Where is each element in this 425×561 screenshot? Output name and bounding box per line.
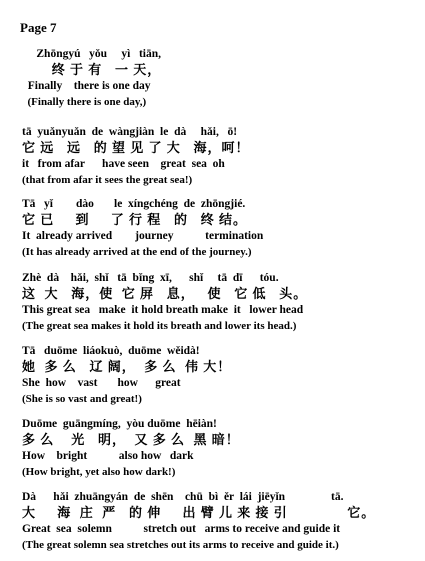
gloss-line: It already arrived journey termination: [22, 230, 264, 242]
translation-line: (She is so vast and great!): [22, 393, 142, 405]
hanzi-line: 大 海 庄 严 的 伸 出 臂 儿 来 接 引 它。: [22, 505, 376, 520]
stanza-5: [22, 343, 417, 407]
stanza-6: [22, 416, 417, 480]
translation-line: (that from afar it sees the great sea!): [22, 174, 193, 186]
hanzi-line: 她 多 么 辽 阔， 多 么 伟 大！: [22, 359, 232, 374]
gloss-line: Great sea solemn stretch out arms to receive and guide it: [22, 523, 341, 535]
pinyin-line: Zhè dà hǎi, shǐ tā bǐng xī, shǐ tā dī tóu.: [22, 272, 279, 284]
gloss-line: She how vast how great: [22, 377, 181, 389]
translation-line: (How bright, yet also how dark!): [22, 466, 176, 478]
pinyin-line: Tā yǐ dào le xíngchéng de zhōngjié.: [22, 198, 246, 210]
stanza-2: [22, 124, 417, 188]
pinyin-line: tā yuǎnyuǎn de wàngjiàn le dà hǎi, ō!: [22, 126, 238, 138]
gloss-line: Finally there is one day: [22, 80, 151, 92]
gloss-line: it from afar have seen great sea oh: [22, 158, 225, 170]
hanzi-line: 终 于 有 一 天，: [22, 62, 162, 77]
pinyin-line: Duōme guāngmíng, yòu duōme hēiàn!: [22, 418, 217, 430]
translation-line: (Finally there is one day,): [22, 96, 147, 108]
hanzi-line: 它 远 远 的 望 见 了 大 海，呵！: [22, 140, 250, 155]
page-title: Page 7: [20, 20, 57, 35]
pinyin-line: Zhōngyú yǒu yì tiān,: [22, 48, 161, 60]
gloss-line: This great sea make it hold breath make it lower head: [22, 304, 304, 316]
stanza-1: [22, 46, 417, 110]
translation-line: (The great sea makes it hold its breath and lower its head.): [22, 320, 297, 332]
stanza-3: [22, 196, 417, 260]
stanza-4: [22, 270, 417, 334]
translation-line: (It has already arrived at the end of the journey.): [22, 246, 252, 258]
pinyin-line: Tā duōme liáokuò, duōme wěidà!: [22, 345, 200, 357]
stanza-7: [22, 489, 417, 553]
translation-line: (The great solemn sea stretches out its arms to receive and guide it.): [22, 539, 339, 551]
hanzi-line: 多 么 光 明， 又 多 么 黑 暗！: [22, 432, 240, 447]
hanzi-line: 它 已 到 了 行 程 的 终 结。: [22, 212, 248, 227]
hanzi-line: 这 大 海，使 它 屏 息， 使 它 低 头。: [22, 286, 308, 301]
pinyin-line: Dà hǎi zhuāngyán de shēn chū bì ěr lái jiēyǐn tā.: [22, 491, 344, 503]
gloss-line: How bright also how dark: [22, 450, 194, 462]
